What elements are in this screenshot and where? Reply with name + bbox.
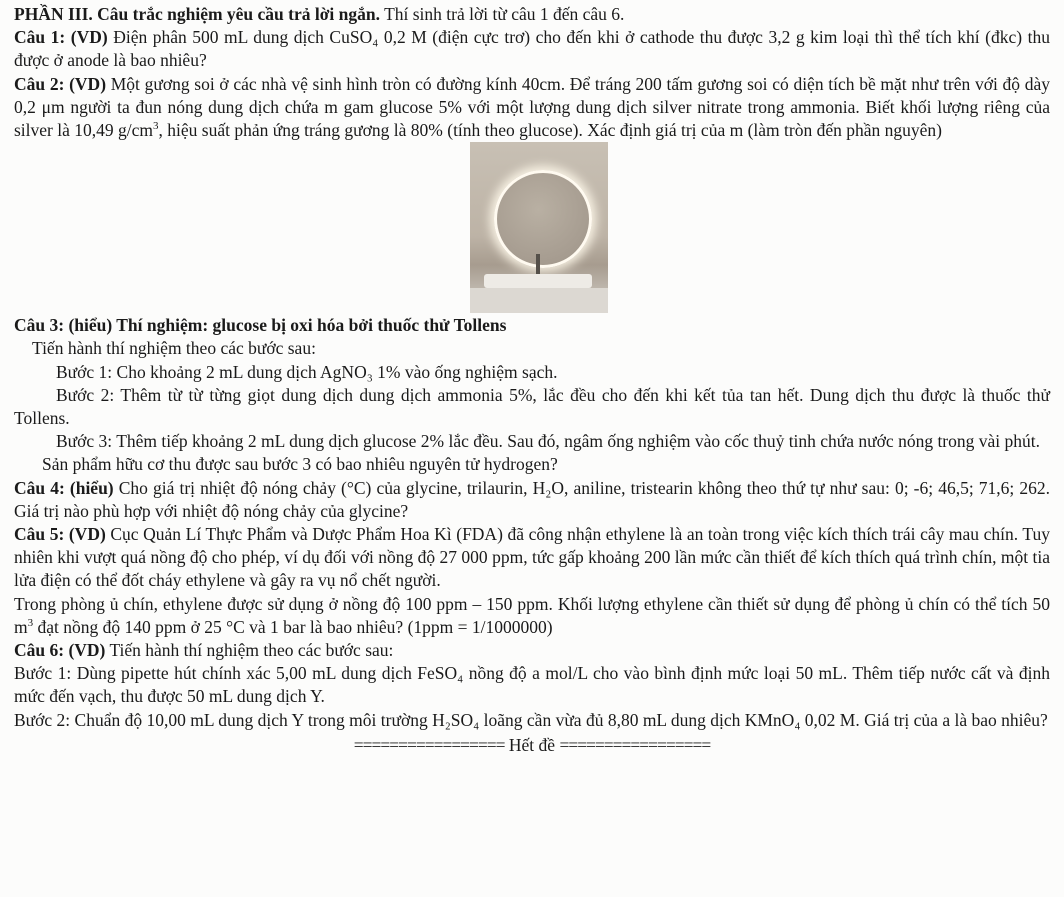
question-3-label: Câu 3: (hiểu) Thí nghiệm: glucose bị oxi hóa bởi thuốc thử Tollens bbox=[14, 315, 507, 336]
section-intro: Thí sinh trả lời từ câu 1 đến câu 6. bbox=[380, 4, 625, 24]
question-6-step-1: Bước 1: Dùng pipette hút chính xác 5,00 mL dung dịch FeSO₄ nồng độ a mol/L cho vào bình định mức loại 50 mL. Thêm tiếp nước cất và định mức đến vạch, thu được 50 mL dung dịch Y. bbox=[14, 663, 1050, 707]
mirror-ring bbox=[494, 170, 592, 268]
question-5-para-2-b: đạt nồng độ 140 ppm ở 25 °C và 1 bar là bao nhiêu? (1ppm = 1/1000000) bbox=[33, 616, 553, 637]
section-title: PHẦN III. Câu trắc nghiệm yêu cầu trả lời ngắn. bbox=[14, 4, 381, 24]
question-5-para-2-a: Trong phòng ủ chín, ethylene được sử dụng ở nồng độ 100 ppm – 150 ppm. Khối lượng ethylene cần thiết sử dụng để phòng ủ chín có thể tích 50 m bbox=[14, 593, 1050, 637]
sink-shape bbox=[484, 274, 592, 288]
question-4 bbox=[14, 477, 1050, 523]
footer-text: Hết đề bbox=[504, 734, 560, 755]
question-5-para-2 bbox=[14, 593, 1050, 639]
question-2-sup: 3 bbox=[153, 120, 159, 133]
question-3-title bbox=[14, 314, 1050, 337]
section-header bbox=[14, 3, 1050, 26]
question-1 bbox=[14, 26, 1050, 72]
question-5-label: Câu 5: (VD) bbox=[14, 524, 106, 545]
faucet-shape bbox=[536, 254, 540, 274]
question-4-label: Câu 4: (hiểu) bbox=[14, 477, 114, 498]
question-5-text: Cục Quản Lí Thực Phẩm và Dược Phẩm Hoa Kì (FDA) đã công nhận ethylene là an toàn trong việc kích thích trái cây mau chín. Tuy nhiên khi vượt quá nồng độ cho phép, ví dụ đối với nồng độ 27 000 ppm, tức gấp khoảng 200 lần mức cần thiết để kích thích quá trình chín, một tia lửa điện có thể đốt cháy ethylene và gây ra vụ nổ chết người. bbox=[14, 524, 1050, 591]
question-5 bbox=[14, 523, 1050, 593]
question-6-step-2: Bước 2: Chuẩn độ 10,00 mL dung dịch Y trong môi trường H₂SO₄ loãng cần vừa đủ 8,80 mL dung dịch KMnO₄ 0,02 M. Giá trị của a là bao nhiêu? bbox=[14, 709, 1048, 730]
question-2-label: Câu 2: (VD) bbox=[14, 73, 107, 94]
question-2 bbox=[14, 73, 1050, 143]
question-3-step-2: Bước 2: Thêm từ từ từng giọt dung dịch dung dịch ammonia 5%, lắc đều cho đến khi kết tủa tan hết. Dung dịch thu được là thuốc thử Tollens. bbox=[14, 384, 1050, 429]
question-6-label: Câu 6: (VD) bbox=[14, 640, 106, 661]
round-mirror-photo bbox=[470, 142, 608, 313]
question-1-label: Câu 1: (VD) bbox=[14, 27, 108, 48]
end-of-exam bbox=[14, 734, 1050, 757]
question-1-text: Điện phân 500 mL dung dịch CuSO₄ 0,2 M (điện cực trơ) cho đến khi ở cathode thu được 3,2 g kim loại thì thể tích khí (đkc) thu được ở anode là bao nhiêu? bbox=[14, 27, 1050, 71]
question-3-step-3: Bước 3: Thêm tiếp khoảng 2 mL dung dịch glucose 2% lắc đều. Sau đó, ngâm ống nghiệm vào cốc thuỷ tinh chứa nước nóng trong vài phút. bbox=[56, 431, 1040, 452]
footer-rule-left: ================= bbox=[353, 734, 505, 755]
question-2-text-b: , hiệu suất phản ứng tráng gương là 80% (tính theo glucose). Xác định giá trị của m (làm tròn đến phần nguyên) bbox=[158, 120, 942, 141]
question-6 bbox=[14, 639, 1050, 662]
question-4-text: Cho giá trị nhiệt độ nóng chảy (°C) của glycine, trilaurin, H₂O, aniline, tristearin không theo thứ tự như sau: 0; -6; 46,5; 71,6; 262. Giá trị nào phù hợp với nhiệt độ nóng chảy của glycine? bbox=[14, 477, 1050, 521]
question-3-question: Sản phẩm hữu cơ thu được sau bước 3 có bao nhiêu nguyên tử hydrogen? bbox=[42, 454, 558, 475]
question-5-sup: 3 bbox=[27, 617, 34, 630]
figure-area bbox=[14, 142, 1050, 314]
question-3-step-1: Bước 1: Cho khoảng 2 mL dung dịch AgNO₃ 1% vào ống nghiệm sạch. bbox=[56, 361, 558, 382]
footer-rule-right: ================= bbox=[559, 734, 711, 755]
question-3-intro: Tiến hành thí nghiệm theo các bước sau: bbox=[32, 338, 316, 359]
counter-shape bbox=[470, 288, 608, 313]
question-6-text: Tiến hành thí nghiệm theo các bước sau: bbox=[105, 640, 394, 661]
question-2-text-a: Một gương soi ở các nhà vệ sinh hình tròn có đường kính 40cm. Để tráng 200 tấm gương soi có diện tích bề mặt như trên với độ dày 0,2 μm người ta đun nóng dung dịch chứa m gam glucose 5% với một lượng dung dịch silver nitrate trong ammonia. Biết khối lượng riêng của silver là 10,49 g/cm bbox=[14, 73, 1050, 141]
